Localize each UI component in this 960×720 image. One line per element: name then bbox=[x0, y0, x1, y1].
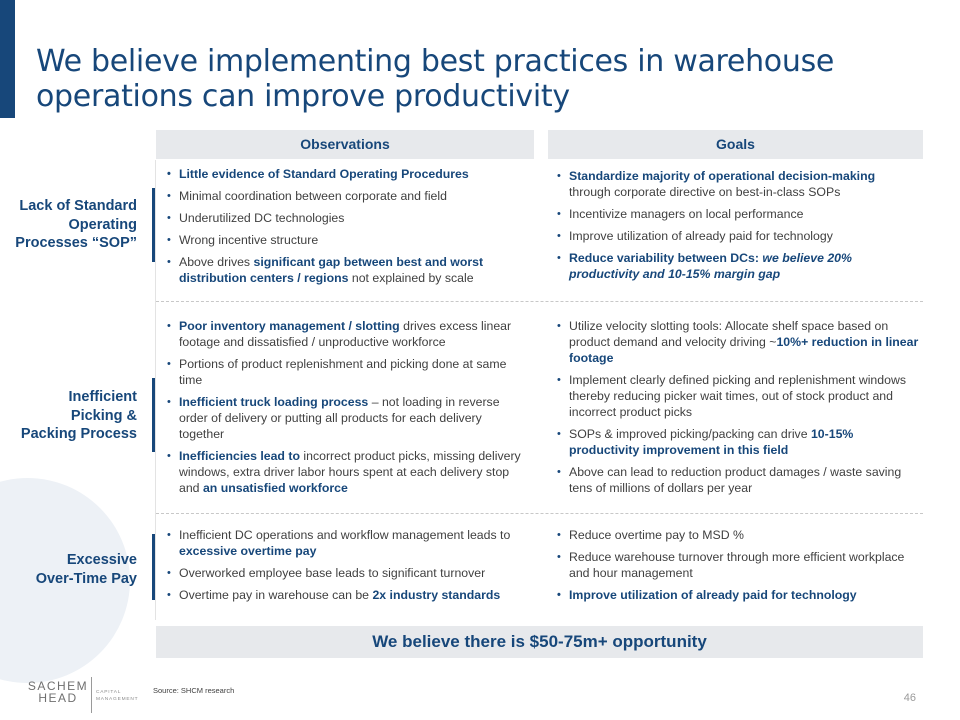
row-label-line: Lack of Standard bbox=[19, 198, 137, 214]
bullet-text: 10%+ reduction in linear footage bbox=[569, 335, 919, 365]
bullet-text: Inefficiencies lead to bbox=[179, 449, 300, 463]
observation-bullet bbox=[167, 232, 529, 248]
bullet-text: Minimal coordination between corporate and field bbox=[179, 189, 447, 203]
bullet-text: Standardize majority of operational decision-making bbox=[569, 169, 876, 183]
goals-cell-sop bbox=[557, 168, 919, 288]
row-label-picking bbox=[21, 388, 137, 444]
goal-bullet bbox=[557, 587, 919, 603]
bullet-text: not explained by scale bbox=[348, 271, 474, 285]
goal-bullet bbox=[557, 464, 919, 496]
observation-bullet bbox=[167, 394, 529, 442]
bullet-text: Inefficient truck loading process bbox=[179, 395, 369, 409]
goals-cell-picking bbox=[557, 318, 919, 502]
goal-bullet bbox=[557, 206, 919, 222]
row-accent-bar bbox=[152, 534, 155, 600]
row-label-sop bbox=[15, 197, 137, 253]
observation-bullet bbox=[167, 188, 529, 204]
row-divider bbox=[156, 513, 923, 514]
bullet-text: through corporate directive on best-in-class SOPs bbox=[569, 185, 841, 199]
observation-bullet bbox=[167, 587, 529, 603]
bullet-text: Little evidence of Standard Operating Procedures bbox=[179, 167, 469, 181]
observation-bullet bbox=[167, 318, 529, 350]
observation-bullet bbox=[167, 448, 529, 496]
row-label-line: Picking & bbox=[70, 407, 137, 424]
bullet-text: Implement clearly defined picking and replenishment windows thereby reducing picker wait times, out of stock product and incorrect product picks bbox=[569, 373, 906, 419]
source-note: Source: SHCM research bbox=[153, 686, 235, 695]
goal-bullet bbox=[557, 527, 919, 543]
observations-cell-overtime bbox=[167, 527, 529, 609]
observation-bullet bbox=[167, 166, 529, 182]
observation-bullet bbox=[167, 356, 529, 388]
logo-line: CAPITAL bbox=[96, 690, 122, 695]
bullet-text: – not loading in reverse order of delivery or putting all products for each delivery together bbox=[179, 395, 500, 441]
bullet-text: Poor inventory management / slotting bbox=[179, 319, 400, 333]
row-label-overtime bbox=[36, 551, 137, 588]
row-label-line: Excessive bbox=[66, 552, 137, 568]
logo-divider bbox=[91, 677, 92, 713]
bullet-text: excessive overtime pay bbox=[179, 544, 317, 558]
row-label-line: Over-Time Pay bbox=[35, 570, 137, 587]
bullet-text: Improve utilization of already paid for technology bbox=[569, 588, 857, 602]
goal-bullet bbox=[557, 549, 919, 581]
bullet-text: incorrect product picks, missing delivery windows, extra driver labor hours spent at each delivery stop and bbox=[179, 449, 521, 495]
bullet-text: Underutilized DC technologies bbox=[179, 211, 345, 225]
row-label-line: Inefficient bbox=[68, 389, 137, 405]
bullet-text: Wrong incentive structure bbox=[179, 233, 319, 247]
bullet-text: drives excess linear footage and dissatisfied / unproductive workforce bbox=[179, 319, 512, 349]
observations-cell-picking bbox=[167, 318, 529, 502]
goal-bullet bbox=[557, 372, 919, 420]
page-number: 46 bbox=[903, 692, 916, 704]
bullet-text: an unsatisfied workforce bbox=[202, 481, 348, 495]
logo-line: SACHEM bbox=[27, 679, 89, 693]
bullet-text: SOPs & improved picking/packing can drive bbox=[569, 427, 811, 441]
bullet-text: Overtime pay in warehouse can be bbox=[179, 588, 373, 602]
bullet-text: Inefficient DC operations and workflow management leads to bbox=[179, 528, 511, 542]
bullet-text: we believe 20% productivity and 10-15% margin gap bbox=[569, 251, 852, 281]
goal-bullet bbox=[557, 250, 919, 282]
observation-bullet bbox=[167, 254, 529, 286]
bullet-text: Reduce warehouse turnover through more efficient workplace and hour management bbox=[569, 550, 905, 580]
table-left-rule bbox=[155, 160, 156, 620]
logo-line: MANAGEMENT bbox=[96, 697, 139, 702]
logo-subtitle bbox=[96, 689, 138, 703]
title-accent-bar bbox=[0, 0, 15, 118]
opportunity-banner: We believe there is $50-75m+ opportunity bbox=[156, 626, 923, 658]
row-label-line: Processes “SOP” bbox=[15, 235, 137, 251]
goal-bullet bbox=[557, 168, 919, 200]
row-label-line: Packing Process bbox=[20, 426, 137, 442]
row-label-line: Operating bbox=[68, 216, 137, 233]
logo-line: HEAD bbox=[38, 691, 78, 705]
bullet-text: Improve utilization of already paid for technology bbox=[569, 229, 833, 243]
row-accent-bar bbox=[152, 188, 155, 262]
bullet-text: Overworked employee base leads to significant turnover bbox=[179, 566, 486, 580]
bullet-text: Utilize velocity slotting tools: Allocate shelf space based on product demand and velocity driving ~ bbox=[569, 319, 889, 349]
bullet-text: Incentivize managers on local performance bbox=[569, 207, 804, 221]
bullet-text: Above drives bbox=[179, 255, 254, 269]
bullet-text: Above can lead to reduction product damages / waste saving tens of millions of dollars per year bbox=[569, 465, 902, 495]
bullet-text: Reduce overtime pay to MSD % bbox=[569, 528, 744, 542]
bullet-text: significant gap between best and worst distribution centers / regions bbox=[179, 255, 484, 285]
bullet-text: Reduce variability between DCs: bbox=[569, 251, 763, 265]
goal-bullet bbox=[557, 426, 919, 458]
goals-header: Goals bbox=[548, 130, 923, 159]
bullet-text: 10-15% productivity improvement in this field bbox=[569, 427, 854, 457]
row-accent-bar bbox=[152, 378, 155, 452]
observation-bullet bbox=[167, 210, 529, 226]
observations-header: Observations bbox=[156, 130, 534, 159]
goal-bullet bbox=[557, 228, 919, 244]
bullet-text: 2x industry standards bbox=[372, 588, 501, 602]
observations-cell-sop bbox=[167, 166, 529, 292]
goal-bullet bbox=[557, 318, 919, 366]
goals-cell-overtime bbox=[557, 527, 919, 609]
observation-bullet bbox=[167, 565, 529, 581]
logo-wordmark bbox=[27, 680, 89, 704]
row-divider bbox=[156, 301, 923, 302]
observation-bullet bbox=[167, 527, 529, 559]
bullet-text: Portions of product replenishment and picking done at same time bbox=[179, 357, 507, 387]
page-title: We believe implementing best practices in warehouse operations can improve productivity bbox=[36, 44, 835, 114]
